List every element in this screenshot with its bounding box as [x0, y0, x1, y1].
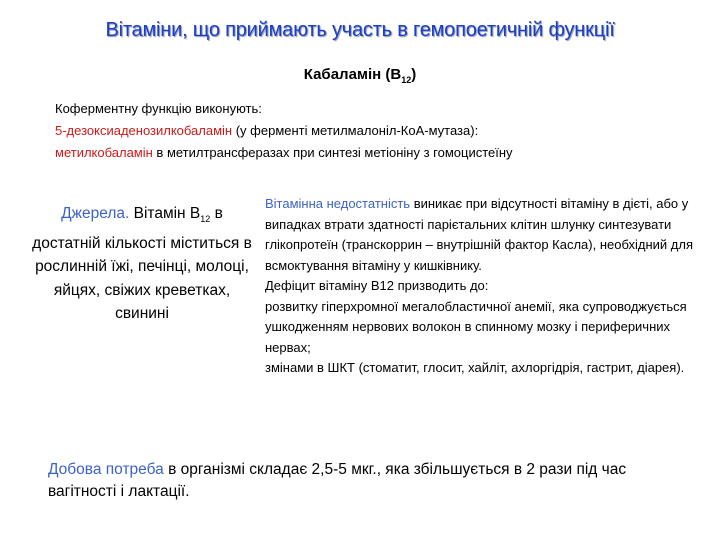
coenzyme-item-1-text: (у ферменті метилмалоніл-КоА-мутаза): — [232, 123, 479, 138]
sources-label: Джерела. — [61, 205, 130, 222]
deficiency-text: виникає при відсутності вітаміну в дієті, або у випадках втрати здатності парієтальних клітин шлунку синтезувати глікопротеїн (транскоррин – внутрішній фактор Касла), необхідний для всмоктування вітаміну у кишківнику. — [265, 196, 693, 273]
daily-text: в організмі складає 2,5-5 мкг., яка збільшується в 2 рази під час вагітності і лактації. — [48, 461, 627, 500]
coenzyme-section — [55, 98, 695, 164]
deficiency-label: Вітамінна недостатність — [265, 196, 411, 211]
coenzyme-intro: Коферментну функцію виконують: — [55, 101, 262, 116]
sources-text-before: Вітамін В — [129, 205, 201, 222]
coenzyme-item-2-name: метилкобаламін — [55, 145, 153, 160]
coenzyme-item-2 — [55, 142, 695, 164]
subtitle-subscript: 12 — [401, 75, 412, 85]
slide-subtitle — [0, 66, 720, 85]
deficiency-paragraph-1 — [265, 194, 705, 276]
daily-requirement — [48, 459, 688, 503]
daily-label: Добова потреба — [48, 461, 164, 478]
coenzyme-item-1 — [55, 120, 695, 142]
sources-block — [28, 202, 256, 326]
deficiency-paragraph-3: розвитку гіперхромної мегалобластичної анемії, яка супроводжується ушкодженням нервових волокон в спинному мозку і периферичних нервах; — [265, 298, 687, 355]
subtitle-text: Кабаламін (В — [303, 66, 402, 83]
coenzyme-item-2-text: в метилтрансферазах при синтезі метіоніну з гомоцистеїну — [152, 145, 513, 160]
coenzyme-item-1-name: 5-дезоксиаденозилкобаламін — [55, 123, 233, 138]
deficiency-paragraph-4: змінами в ШКТ (стоматит, глосит, хайліт, ахлоргідрія, гастрит, діарея). — [265, 360, 685, 375]
sources-text-after: в достатній кількості міститься в рослинній їжі, печінці, молоці, яйцях, свіжих креветках, свинині — [32, 205, 252, 323]
sources-subscript: 12 — [200, 214, 211, 225]
subtitle-close: ) — [411, 66, 417, 83]
deficiency-paragraph-2: Дефіцит вітаміну В12 призводить до: — [265, 278, 489, 293]
slide-title: Вітаміни, що приймають участь в гемопоетичній функції — [105, 19, 615, 41]
deficiency-block — [265, 194, 705, 379]
